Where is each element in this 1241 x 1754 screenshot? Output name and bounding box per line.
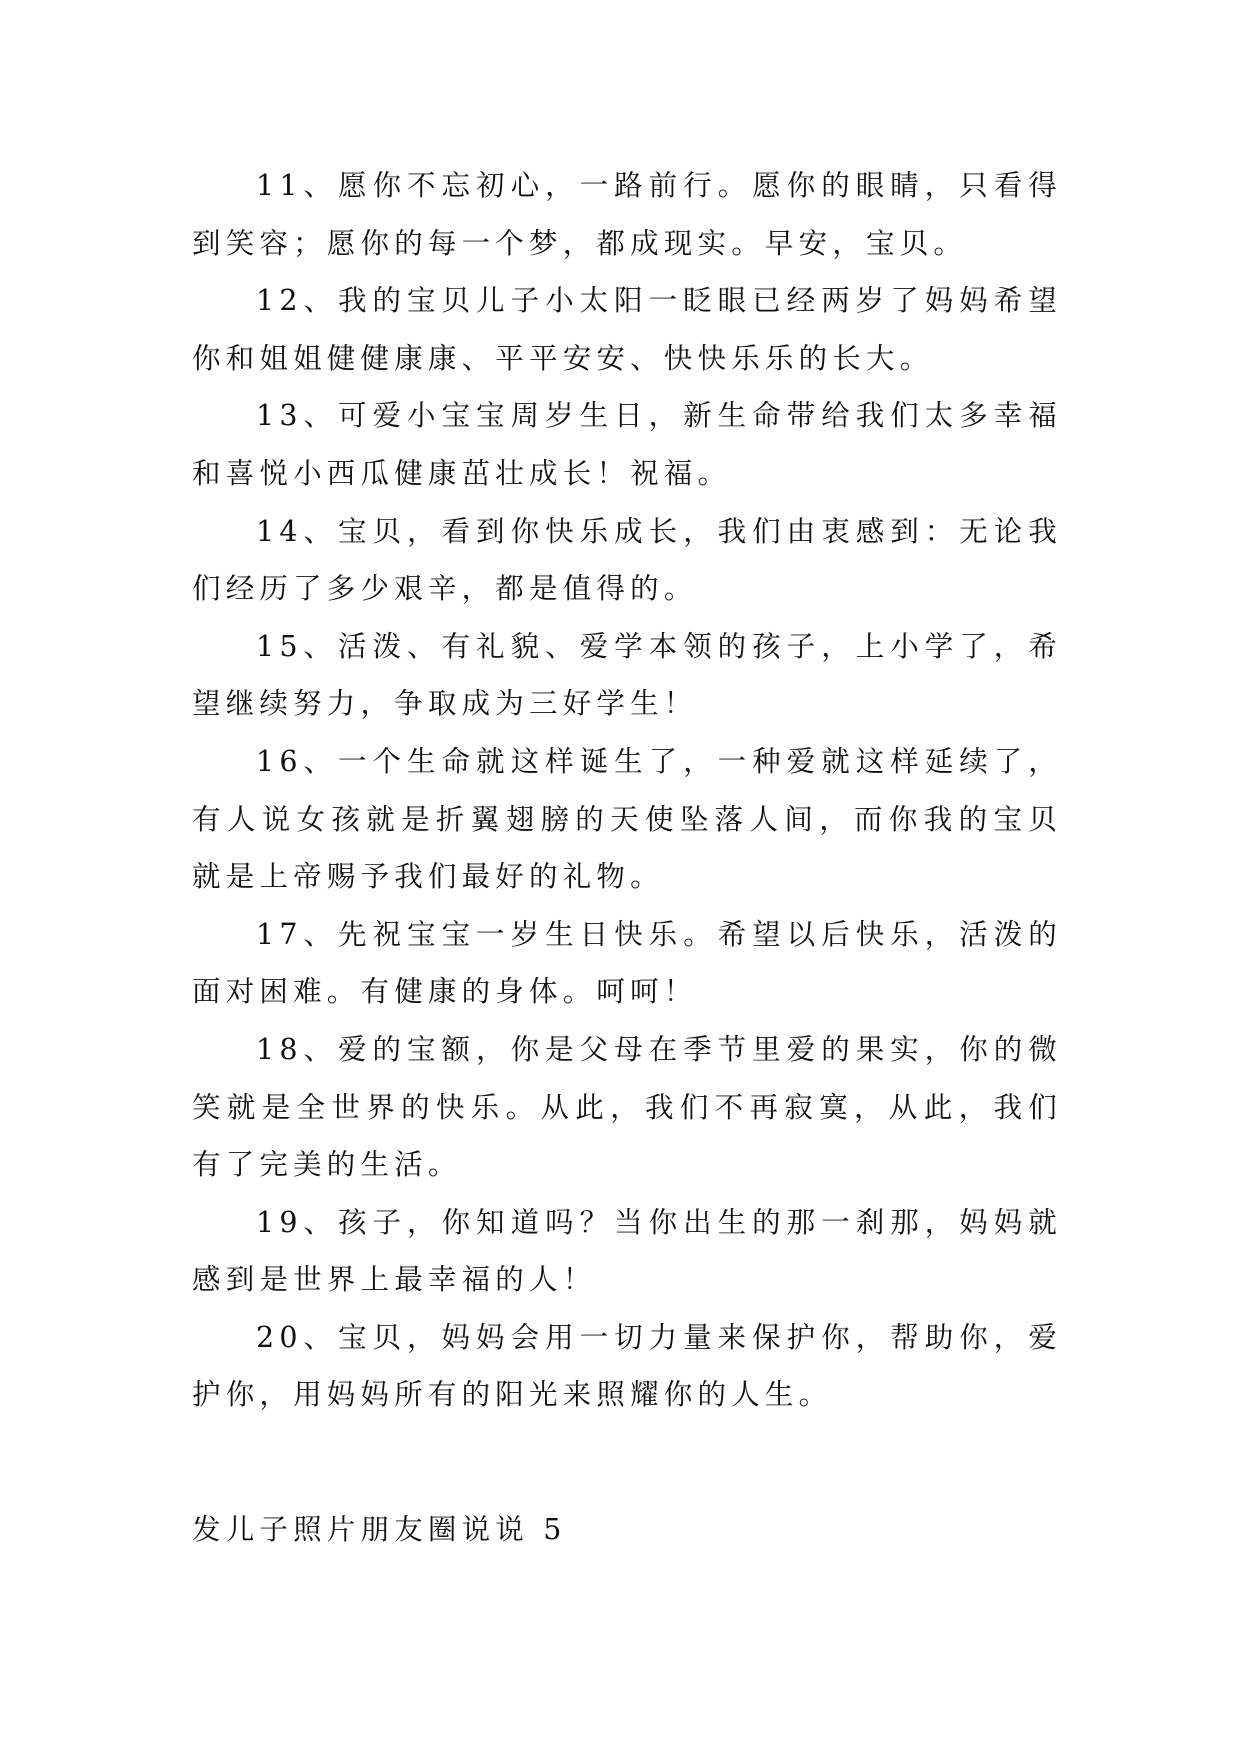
paragraph-19: 19、孩子，你知道吗？当你出生的那一刹那，妈妈就感到是世界上最幸福的人！ xyxy=(192,1205,1062,1297)
paragraph-17: 17、先祝宝宝一岁生日快乐。希望以后快乐，活泼的面对困难。有健康的身体。呵呵！ xyxy=(192,917,1062,1009)
document-body xyxy=(192,157,1062,1424)
paragraph-14: 14、宝贝，看到你快乐成长，我们由衷感到：无论我们经历了多少艰辛，都是值得的。 xyxy=(192,514,1062,606)
paragraph-11: 11、愿你不忘初心，一路前行。愿你的眼睛，只看得到笑容；愿你的每一个梦，都成现实。早安，宝贝。 xyxy=(192,169,1062,260)
section-heading: 发儿子照片朋友圈说说 5 xyxy=(192,1513,567,1546)
paragraph-18: 18、爱的宝额，你是父母在季节里爱的果实，你的微笑就是全世界的快乐。从此，我们不再寂寞，从此，我们有了完美的生活。 xyxy=(192,1032,1062,1182)
paragraph-15: 15、活泼、有礼貌、爱学本领的孩子，上小学了，希望继续努力，争取成为三好学生！ xyxy=(192,629,1062,721)
paragraph-13: 13、可爱小宝宝周岁生日，新生命带给我们太多幸福和喜悦小西瓜健康茁壮成长！祝福。 xyxy=(192,399,1062,490)
paragraph-16: 16、一个生命就这样诞生了，一种爱就这样延续了，有人说女孩就是折翼翅膀的天使坠落人间，而你我的宝贝就是上帝赐予我们最好的礼物。 xyxy=(192,744,1062,894)
paragraph-20: 20、宝贝，妈妈会用一切力量来保护你，帮助你，爱护你，用妈妈所有的阳光来照耀你的人生。 xyxy=(192,1320,1062,1412)
paragraph-12: 12、我的宝贝儿子小太阳一眨眼已经两岁了妈妈希望你和姐姐健健康康、平平安安、快快乐乐的长大。 xyxy=(192,284,1062,375)
